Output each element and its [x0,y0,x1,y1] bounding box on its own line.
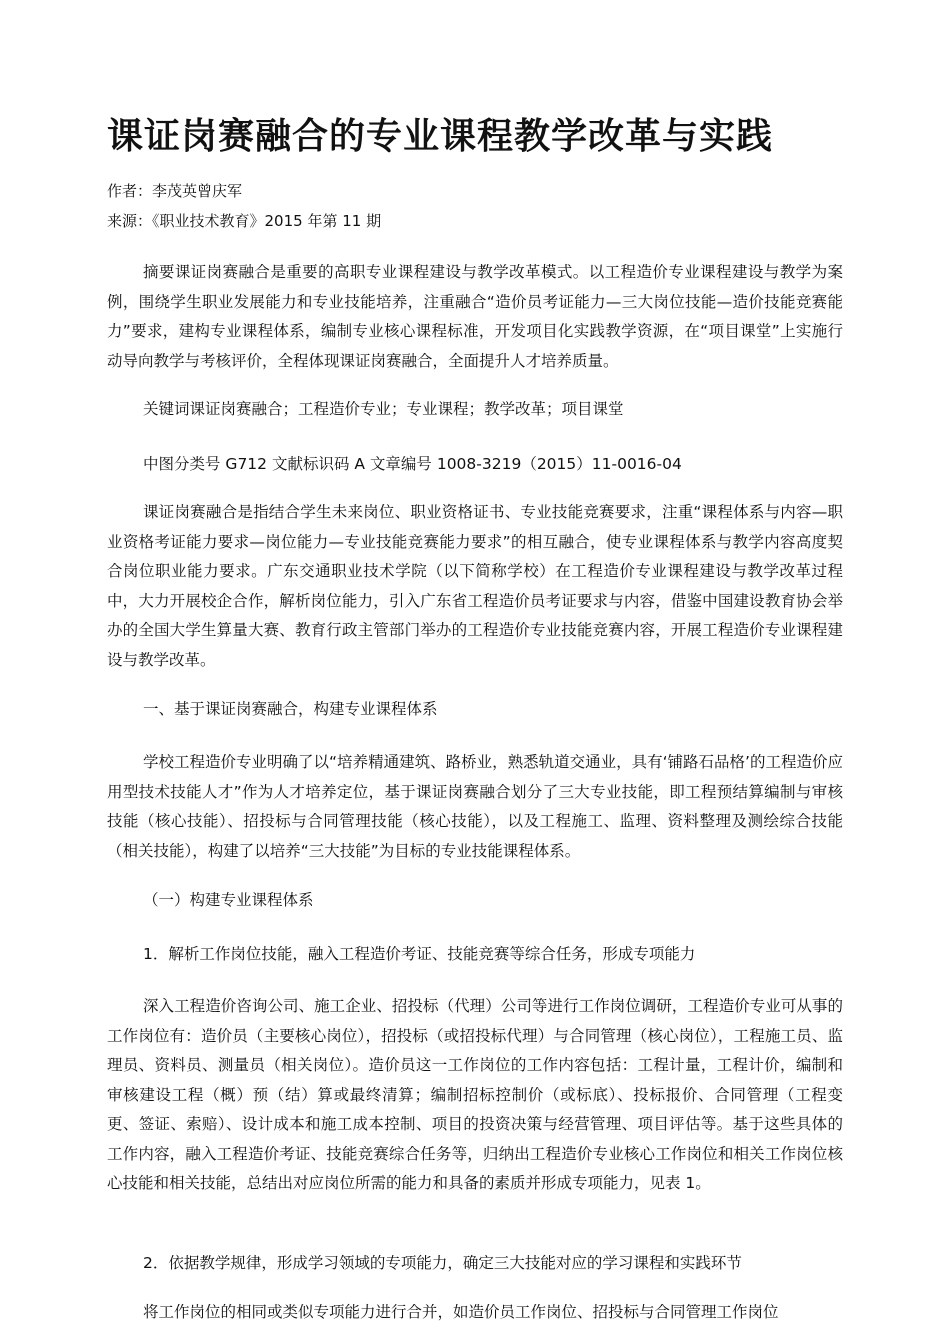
item2-paragraph: 将工作岗位的相同或类似专项能力进行合并，如造价员工作岗位、招投标与合同管理工作岗位 [143,1303,779,1321]
document-title: 课证岗赛融合的专业课程教学改革与实践 [107,116,774,157]
intro-paragraph: 课证岗赛融合是指结合学生未来岗位、职业资格证书、专业技能竞赛要求，注重“课程体系与内容—职业资格考证能力要求—岗位能力—专业技能竞赛能力要求”的相互融合，使专业课程体系与教学内容高度契合岗位职业能力要求。广东交通职业技术学院（以下简称学校）在工程造价专业课程建设与教学改革过程中，大力开展校企合作，解析岗位能力，引入广东省工程造价员考证要求与内容，借鉴中国建设教育协会举办的全国大学生算量大赛、教育行政主管部门举办的工程造价专业技能竞赛内容，开展工程造价专业课程建设与教学改革。 [107,503,843,669]
classification-line: 中图分类号 G712 文献标识码 A 文章编号 1008-3219（2015）11-0016-04 [143,455,682,473]
section1-paragraph: 学校工程造价专业明确了以“培养精通建筑、路桥业，熟悉轨道交通业，具有‘铺路石品格’的工程造价应用型技术技能人才”作为人才培养定位，基于课证岗赛融合划分了三大专业技能，即工程预结算编制与审核技能（核心技能）、招投标与合同管理技能（核心技能），以及工程施工、监理、资料整理及测绘综合技能（相关技能），构建了以培养“三大技能”为目标的专业技能课程体系。 [107,753,843,860]
item-heading-1: 1．解析工作岗位技能，融入工程造价考证、技能竞赛等综合任务，形成专项能力 [143,945,696,963]
subsection-heading-1: （一）构建专业课程体系 [143,891,314,909]
item-heading-2: 2．依据教学规律，形成学习领域的专项能力，确定三大技能对应的学习课程和实践环节 [143,1254,742,1272]
keywords-line: 关键词课证岗赛融合；工程造价专业；专业课程；教学改革；项目课堂 [143,400,624,418]
author-line: 作者：李茂英曾庆军 [107,182,243,200]
section-heading-1: 一、基于课证岗赛融合，构建专业课程体系 [143,700,438,718]
source-line: 来源：《职业技术教育》2015 年第 11 期 [107,212,382,230]
abstract-paragraph: 摘要课证岗赛融合是重要的高职专业课程建设与教学改革模式。以工程造价专业课程建设与教学为案例，围绕学生职业发展能力和专业技能培养，注重融合“造价员考证能力—三大岗位技能—造价技能竞赛能力”要求，建构专业课程体系，编制专业核心课程标准，开发项目化实践教学资源，在“项目课堂”上实施行动导向教学与考核评价，全程体现课证岗赛融合，全面提升人才培养质量。 [107,263,843,370]
item1-paragraph: 深入工程造价咨询公司、施工企业、招投标（代理）公司等进行工作岗位调研，工程造价专业可从事的工作岗位有：造价员（主要核心岗位），招投标（或招投标代理）与合同管理（核心岗位），工程施工员、监理员、资料员、测量员（相关岗位）。造价员这一工作岗位的工作内容包括：工程计量，工程计价，编制和审核建设工程（概）预（结）算或最终清算；编制招标控制价（或标底）、投标报价、合同管理（工程变更、签证、索赔）、设计成本和施工成本控制、项目的投资决策与经营管理、项目评估等。基于这些具体的工作内容，融入工程造价考证、技能竞赛综合任务等，归纳出工程造价专业核心工作岗位和相关工作岗位核心技能和相关技能，总结出对应岗位所需的能力和具备的素质并形成专项能力，见表 1。 [107,997,843,1192]
